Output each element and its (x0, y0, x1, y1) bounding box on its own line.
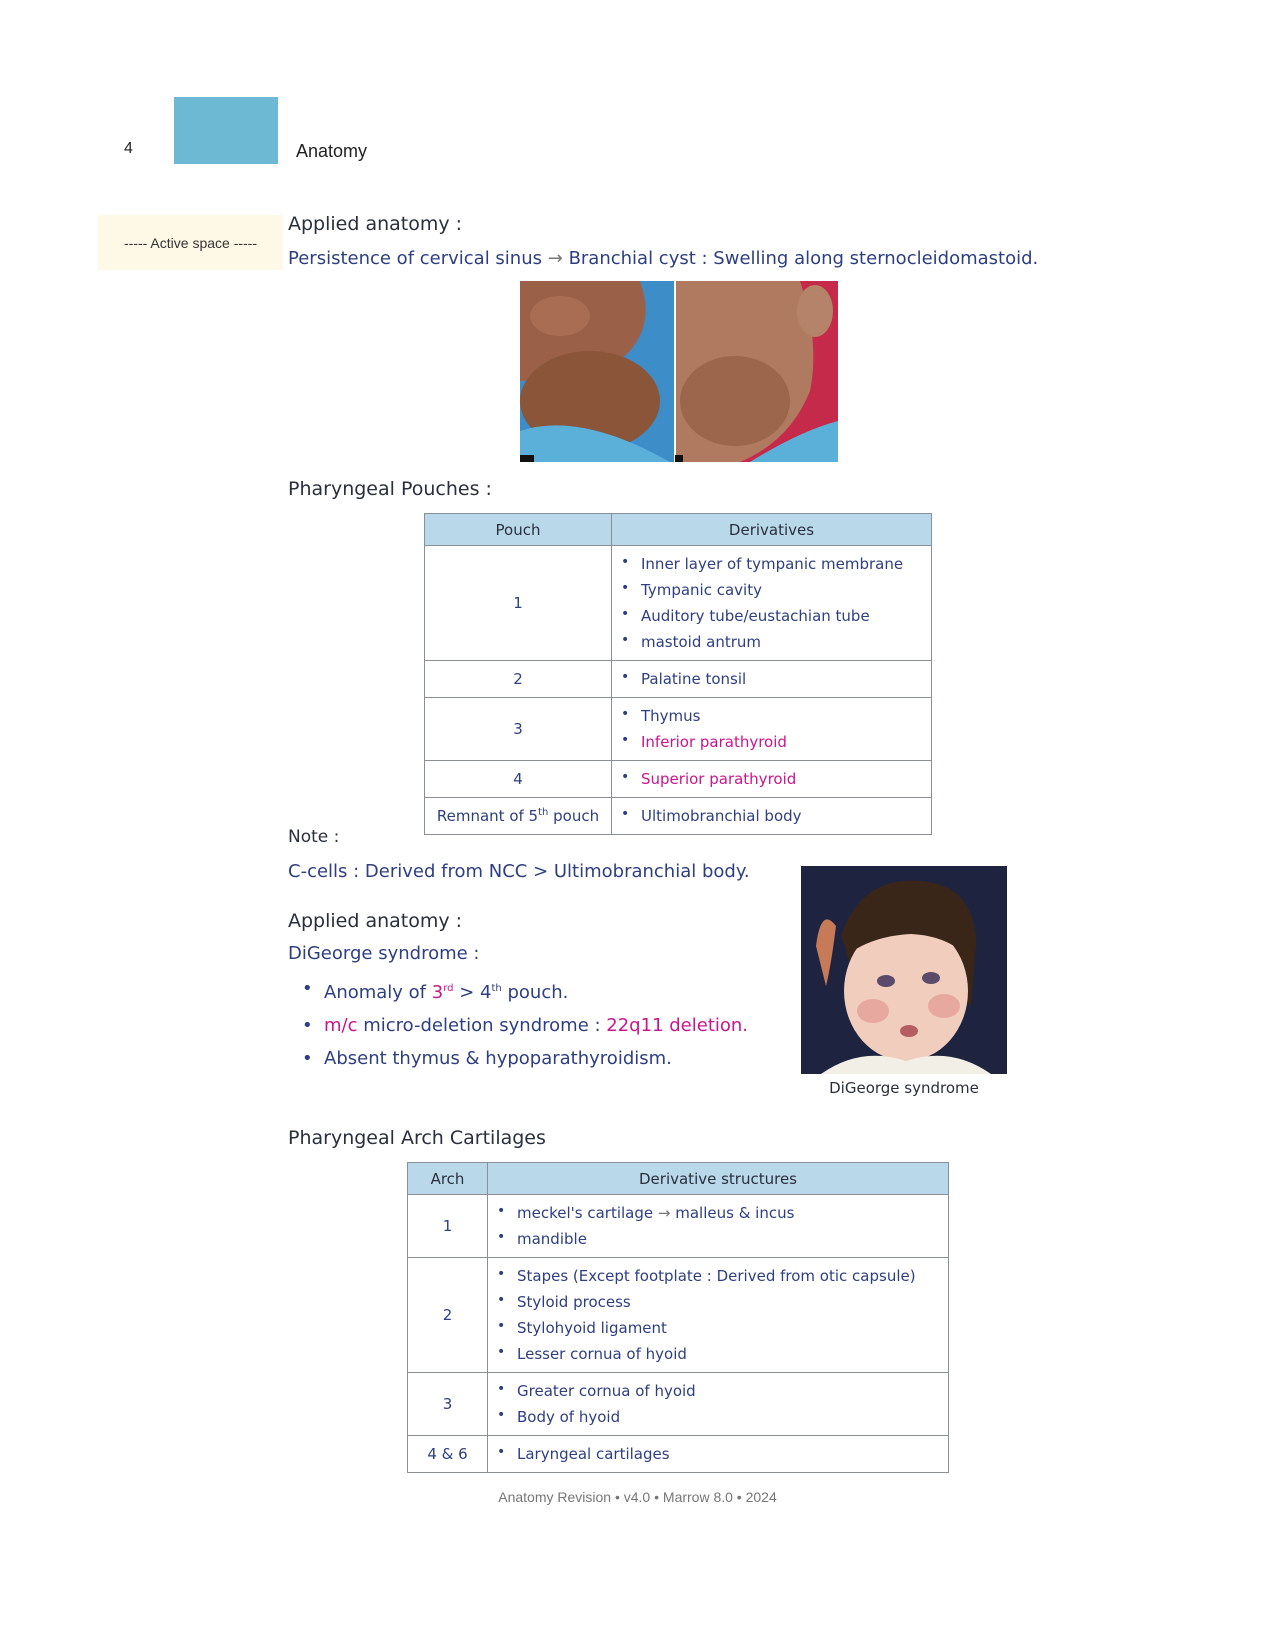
branchial-cyst-photo (520, 281, 838, 462)
list-item: • Absent thymus & hypoparathyroidism. (324, 1042, 794, 1075)
pouch-text: pouch. (501, 982, 569, 1003)
list-item: • mastoid antrum (641, 629, 922, 655)
pouches-table (424, 513, 932, 835)
table-row (425, 661, 932, 698)
digeorge-photo-caption: DiGeorge syndrome (829, 1079, 979, 1097)
anomaly-text: Anomaly of (324, 982, 432, 1003)
arch-cartilages-heading: Pharyngeal Arch Cartilages (288, 1127, 546, 1149)
derivatives-cell (612, 761, 932, 798)
arch-number: 2 (408, 1258, 488, 1373)
third-number: 3 (431, 982, 444, 1003)
header-color-block (174, 97, 278, 164)
branchial-cyst-line (288, 248, 1038, 269)
digeorge-list (294, 972, 794, 1075)
table-row (408, 1195, 949, 1258)
list-item: • Inner layer of tympanic membrane (641, 551, 922, 577)
list-item: • Inferior parathyroid (641, 729, 922, 755)
col-header-arch: Arch (408, 1163, 488, 1195)
third-pouch (432, 982, 454, 1003)
pouch-number: 2 (425, 661, 612, 698)
right-arrow-icon: → (547, 248, 563, 269)
branchial-cyst-text: Branchial cyst : Swelling along sternocleidomastoid. (568, 248, 1039, 269)
active-space-label: ----- Active space ----- (98, 215, 283, 270)
list-item: • Laryngeal cartilages (517, 1441, 939, 1467)
page-title: Anatomy (296, 141, 368, 161)
list-item: • Superior parathyroid (641, 766, 922, 792)
table-row (408, 1436, 949, 1473)
list-item: • mandible (517, 1226, 939, 1252)
applied-anatomy-heading: Applied anatomy : (288, 213, 463, 235)
digeorge-photo (801, 866, 1007, 1074)
structures-cell (488, 1373, 949, 1436)
pouch-number: 1 (425, 546, 612, 661)
list-item: • Tympanic cavity (641, 577, 922, 603)
derivatives-cell (612, 661, 932, 698)
third-sup: rd (443, 983, 454, 994)
list-item: • Greater cornua of hyoid (517, 1378, 939, 1404)
table-header-row (408, 1163, 949, 1195)
malleus-incus-text: malleus & incus (675, 1204, 795, 1222)
pouch-remnant-sup: th (538, 807, 549, 818)
cervical-sinus-text: Persistence of cervical sinus (288, 248, 542, 269)
list-item: • Styloid process (517, 1289, 939, 1315)
table-row (425, 546, 932, 661)
list-item (324, 972, 794, 1009)
list-item (517, 1200, 939, 1226)
fourth-sup: th (491, 983, 502, 994)
pouch-number (425, 798, 612, 835)
list-item: • Auditory tube/eustachian tube (641, 603, 922, 629)
applied-anatomy-heading-2: Applied anatomy : (288, 910, 463, 932)
deletion-text: 22q11 deletion. (606, 1015, 749, 1036)
col-header-derivatives: Derivatives (612, 514, 932, 546)
table-row (408, 1258, 949, 1373)
list-item: • Palatine tonsil (641, 666, 922, 692)
arch-cartilages-table (407, 1162, 949, 1473)
right-arrow-icon: → (657, 1204, 671, 1222)
pouch-remnant-suffix: pouch (548, 807, 600, 825)
arch-number: 1 (408, 1195, 488, 1258)
table-header-row (425, 514, 932, 546)
microdeletion-text: micro-deletion syndrome : (357, 1015, 607, 1036)
table-row (425, 798, 932, 835)
meckel-cartilage-text: meckel's cartilage (517, 1204, 654, 1222)
table-row (425, 698, 932, 761)
list-item: • Body of hyoid (517, 1404, 939, 1430)
digeorge-subheading: DiGeorge syndrome : (288, 943, 480, 964)
pharyngeal-pouches-heading: Pharyngeal Pouches : (288, 478, 492, 500)
arch-number: 3 (408, 1373, 488, 1436)
pouch-number: 4 (425, 761, 612, 798)
pouch-number: 3 (425, 698, 612, 761)
col-header-pouch: Pouch (425, 514, 612, 546)
fourth-number: > 4 (453, 982, 492, 1003)
page-number: 4 (124, 140, 133, 157)
col-header-derivative-structures: Derivative structures (488, 1163, 949, 1195)
derivatives-cell (612, 698, 932, 761)
list-item: • Stylohyoid ligament (517, 1315, 939, 1341)
derivatives-cell (612, 798, 932, 835)
page-footer: Anatomy Revision • v4.0 • Marrow 8.0 • 2024 (498, 1489, 777, 1505)
pouch-remnant-prefix: Remnant of 5 (436, 807, 539, 825)
table-row (408, 1373, 949, 1436)
list-item: • Lesser cornua of hyoid (517, 1341, 939, 1367)
structures-cell (488, 1195, 949, 1258)
list-item: • Ultimobranchial body (641, 803, 922, 829)
arch-number: 4 & 6 (408, 1436, 488, 1473)
note-text: C-cells : Derived from NCC > Ultimobranchial body. (288, 861, 750, 882)
structures-cell (488, 1258, 949, 1373)
most-common-text: m/c (324, 1015, 358, 1036)
list-item: • Thymus (641, 703, 922, 729)
table-row (425, 761, 932, 798)
list-item: • Stapes (Except footplate : Derived from otic capsule) (517, 1263, 939, 1289)
structures-cell (488, 1436, 949, 1473)
note-heading: Note : (288, 827, 340, 847)
derivatives-cell (612, 546, 932, 661)
list-item (324, 1009, 794, 1042)
